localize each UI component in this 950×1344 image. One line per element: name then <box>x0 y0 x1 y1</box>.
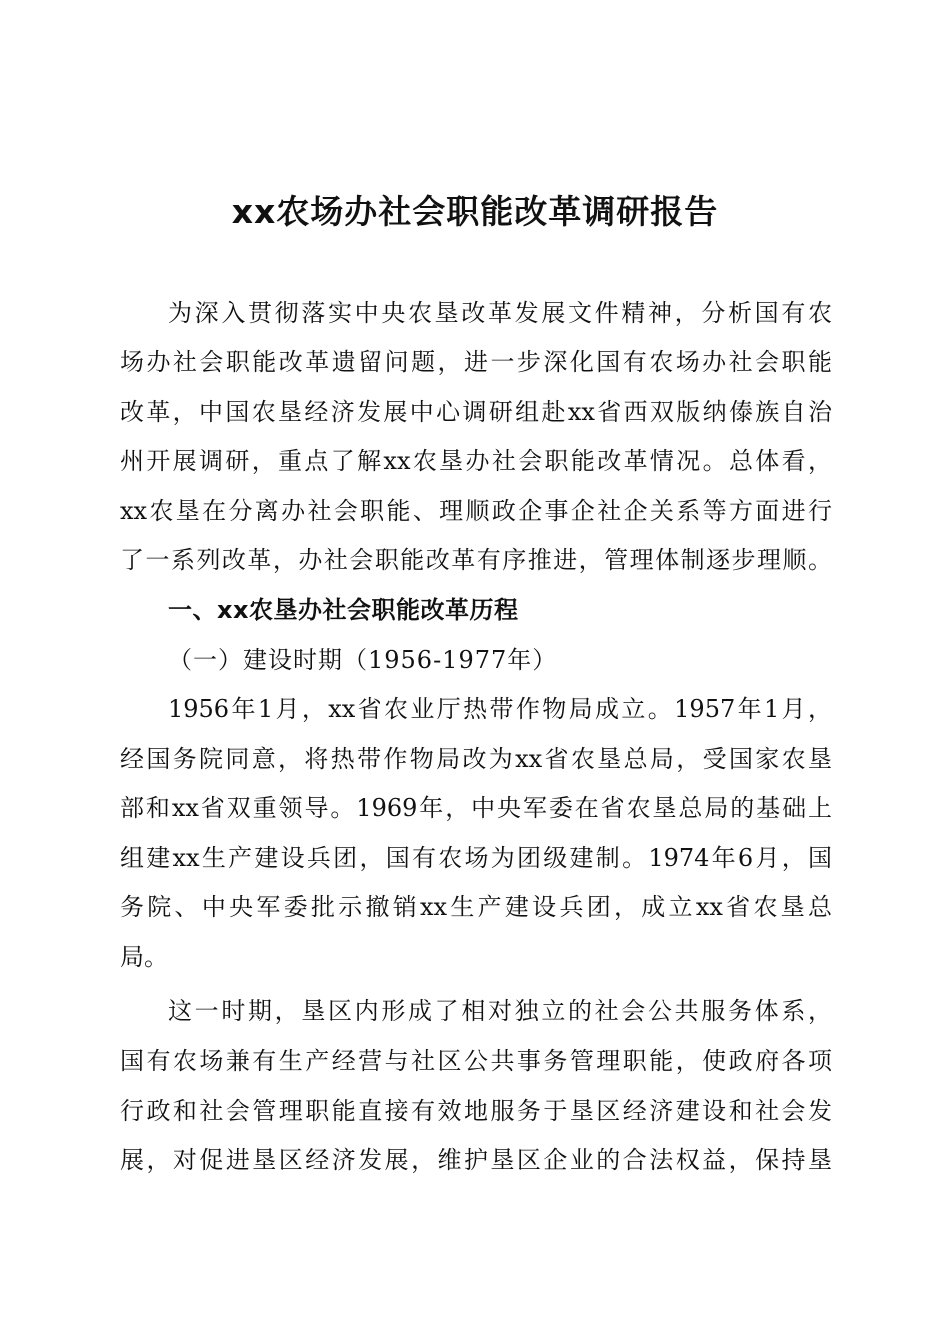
paragraph-line: 部和xx省双重领导。1969年，中央军委在省农垦总局的基础上 <box>120 794 832 822</box>
paragraph-line: 组建xx生产建设兵团，国有农场为团级建制。1974年6月，国 <box>120 844 832 872</box>
paragraph-line: 这一时期，垦区内形成了相对独立的社会公共服务体系， <box>168 997 832 1025</box>
paragraph-line: 改革，中国农垦经济发展中心调研组赴xx省西双版纳傣族自治 <box>120 398 832 426</box>
paragraph-line: 州开展调研，重点了解xx农垦办社会职能改革情况。总体看， <box>120 447 832 475</box>
paragraph-line: 1956年1月，xx省农业厅热带作物局成立。1957年1月， <box>168 695 832 723</box>
subsection-heading: （一）建设时期（1956-1977年） <box>168 646 558 674</box>
paragraph-line: 经国务院同意，将热带作物局改为xx省农垦总局，受国家农垦 <box>120 745 832 773</box>
paragraph-line: 国有农场兼有生产经营与社区公共事务管理职能，使政府各项 <box>120 1047 832 1075</box>
paragraph-line: 局。 <box>120 943 168 971</box>
document-title: xx农场办社会职能改革调研报告 <box>231 192 719 231</box>
paragraph-line: 为深入贯彻落实中央农垦改革发展文件精神，分析国有农 <box>168 299 832 327</box>
paragraph-line: 务院、中央军委批示撤销xx生产建设兵团，成立xx省农垦总 <box>120 893 832 921</box>
paragraph-line: xx农垦在分离办社会职能、理顺政企事企社企关系等方面进行 <box>120 497 832 525</box>
paragraph-line: 了一系列改革，办社会职能改革有序推进，管理体制逐步理顺。 <box>120 546 832 574</box>
paragraph-line: 行政和社会管理职能直接有效地服务于垦区经济建设和社会发 <box>120 1097 832 1125</box>
section-heading: 一、xx农垦办社会职能改革历程 <box>168 596 519 624</box>
paragraph-line: 展，对促进垦区经济发展，维护垦区企业的合法权益，保持垦 <box>120 1146 832 1174</box>
paragraph-line: 场办社会职能改革遗留问题，进一步深化国有农场办社会职能 <box>120 348 832 376</box>
